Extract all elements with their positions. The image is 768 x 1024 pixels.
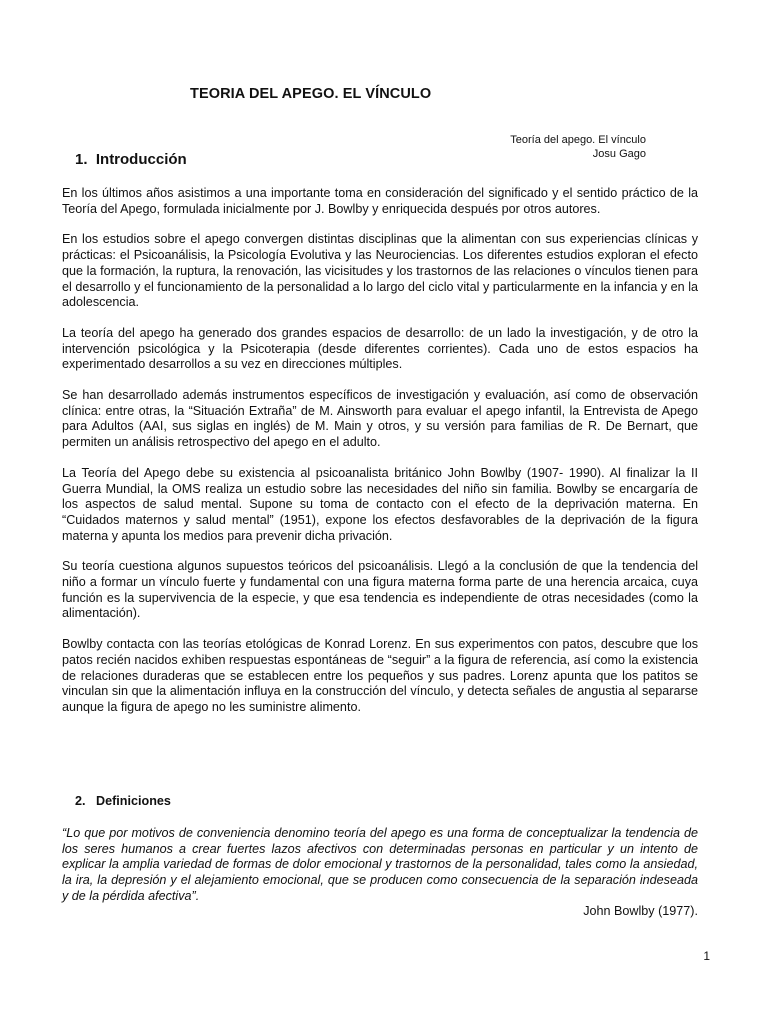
section-heading-introduccion [75, 151, 187, 168]
reference-author: Josu Gago [592, 148, 646, 160]
paragraph: Se han desarrollado además instrumentos específicos de investigación y evaluación, así como de observación clínica: entre otras, la “Situación Extraña” de M. Ainsworth para evaluar el apego infantil, la Entrevista de Apego para Adultos (AAI, sus siglas en inglés) de M. Main y otros, y su versión para familias de R. De Bernart, que permiten un análisis retrospectivo del apego en el adulto. [62, 388, 698, 450]
document-reference [510, 133, 646, 161]
definition-quote: “Lo que por motivos de conveniencia denomino teoría del apego es una forma de conceptualizar la tendencia de los seres humanos a crear fuertes lazos afectivos con determinadas personas en particular y un intento de explicar la amplia variedad de formas de dolor emocional y trastornos de la personalidad, tales como la ansiedad, la ira, la depresión y el alejamiento emocional, que se producen como consecuencia de la separación indeseada y de la pérdida afectiva”. [62, 826, 698, 903]
paragraph: La teoría del apego ha generado dos grandes espacios de desarrollo: de un lado la investigación, y de otro la intervención psicológica y la Psicoterapia (desde diferentes corrientes). Cada uno de estos espacios ha experimentado desarrollos a su vez en direcciones múltiples. [62, 325, 698, 372]
section-title: Introducción [95, 151, 187, 168]
quote-citation: John Bowlby (1977). [583, 904, 698, 918]
reference-title: Teoría del apego. El vínculo [510, 134, 646, 146]
paragraph: En los estudios sobre el apego convergen distintas disciplinas que la alimentan con sus experiencias clínicas y prácticas: el Psicoanálisis, la Psicología Evolutiva y las Neurociencias. Los diferentes estudios exploran el efecto que la formación, la ruptura, la renovación, las vicisitudes y los trastornos de las relaciones o vínculos tienen para el desarrollo y el funcionamiento de la personalidad a lo largo del ciclo vital y particularmente en la infancia y en la adolescencia. [62, 232, 698, 310]
paragraph: Bowlby contacta con las teorías etológicas de Konrad Lorenz. En sus experimentos con patos, descubre que los patos recién nacidos exhiben respuestas espontáneas de “seguir” a la figura de referencia, así como la existencia de relaciones duraderas que se establecen entre los pequeños y sus padres. Lorenz apunta que los patitos se vinculan sin que la alimentación influya en la construcción del vínculo, y detecta señales de angustia al separarse aunque la figura de apego no les suministre alimento. [62, 637, 698, 714]
page-number: 1 [703, 949, 710, 963]
section-body-introduccion [62, 186, 698, 731]
section-number: 1. [75, 151, 88, 168]
paragraph: En los últimos años asistimos a una importante toma en consideración del significado y el sentido práctico de la Teoría del Apego, formulada inicialmente por J. Bowlby y enriquecida después por otros autores. [62, 186, 698, 216]
section-title: Definiciones [96, 794, 171, 808]
paragraph: Su teoría cuestiona algunos supuestos teóricos del psicoanálisis. Llegó a la conclusión de que la tendencia del niño a formar un vínculo fuerte y fundamental con una figura materna forma parte de una herencia arcaica, cuya función es la supervivencia de la especie, y que esa tendencia es independiente de otras necesidades (como la alimentación). [62, 559, 698, 621]
section-number: 2. [75, 794, 86, 808]
paragraph: La Teoría del Apego debe su existencia al psicoanalista británico John Bowlby (1907- 1990). Al finalizar la II Guerra Mundial, la OMS realiza un estudio sobre las necesidades del niño sin familia. Bowlby se encargaría de los aspectos de salud mental. Supone su toma de contacto con el efecto de la deprivación materna. En “Cuidados maternos y salud mental” (1951), expone los efectos desfavorables de la deprivación de la figura materna y apunta los medios para prevenir dicha privación. [62, 465, 698, 543]
document-title: TEORIA DEL APEGO. EL VÍNCULO [190, 86, 432, 102]
section-heading-definiciones [75, 794, 171, 808]
